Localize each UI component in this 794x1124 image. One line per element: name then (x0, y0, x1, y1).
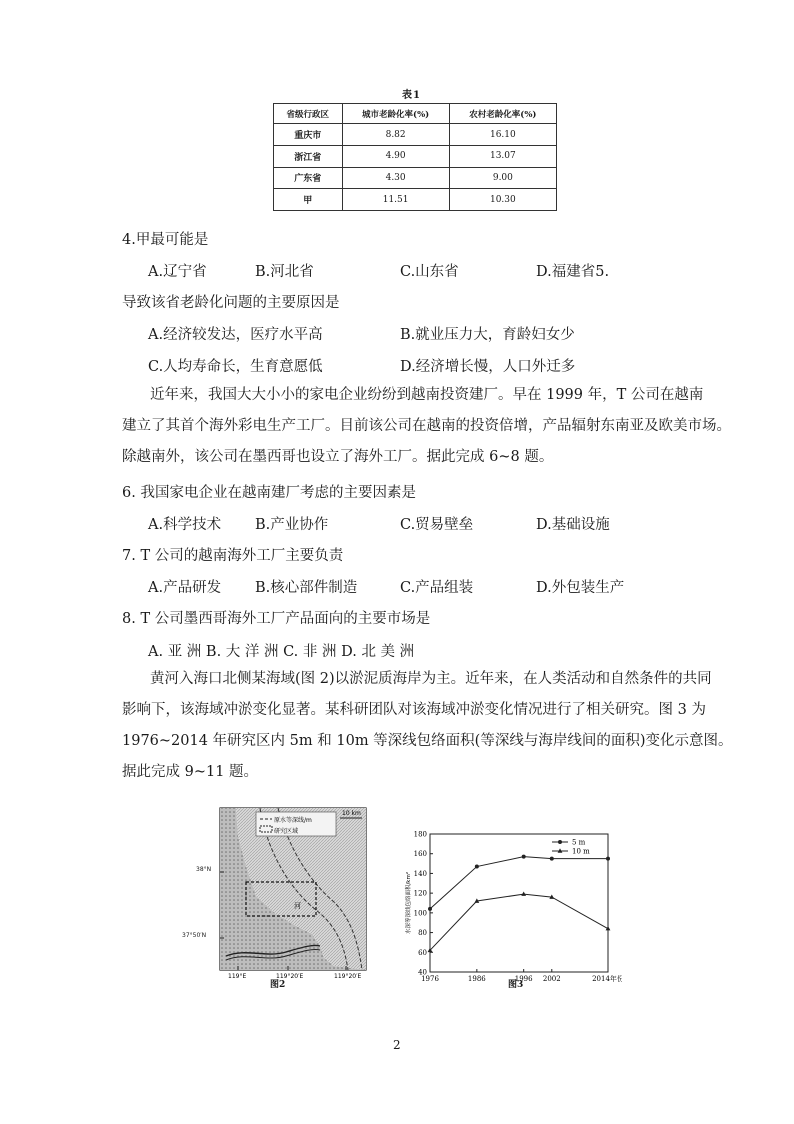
x-tick-label: 1986 (467, 975, 486, 983)
question-7-option-c: C.产品组装 (400, 580, 474, 596)
y-tick-label: 120 (413, 889, 427, 898)
lat-label: 37°50′N (182, 932, 207, 939)
table-row (274, 189, 557, 211)
lon-label: 119°20′E (276, 973, 304, 980)
table-header-cell: 城市老龄化率(%) (342, 104, 449, 124)
table-row (274, 167, 557, 189)
table-header-cell: 省级行政区 (274, 104, 343, 124)
lon-label: 119°E (228, 973, 247, 980)
table-cell: 4.30 (342, 167, 449, 189)
passage-line: 建立了其首个海外彩电生产工厂。目前该公司在越南的投资倍增，产品辐射东南亚及欧美市场。 (122, 418, 731, 434)
question-4-option-c: C.山东省 (400, 264, 459, 280)
question-5-stem: 导致该省老龄化问题的主要原因是 (122, 295, 340, 311)
scale-label: 10 km (342, 810, 361, 817)
question-8-options: A. 亚 洲 B. 大 洋 洲 C. 非 洲 D. 北 美 洲 (148, 644, 415, 660)
question-8-stem: 8. T 公司墨西哥海外工厂产品面向的主要市场是 (122, 611, 431, 627)
y-tick-label: 40 (418, 968, 427, 977)
passage-line: 1976~2014 年研究区内 5m 和 10m 等深线包络面积(等深线与海岸线间的面积)变化示意图。 (122, 733, 733, 749)
legend-label: 10 m (572, 847, 590, 856)
x-tick-label: 2014年份 (592, 975, 622, 983)
table-cell: 甲 (274, 189, 343, 211)
question-4-option-d: D.福建省5. (536, 264, 610, 280)
question-4-option-b: B.河北省 (255, 264, 314, 280)
x-tick-label: 1996 (514, 975, 533, 983)
table-cell: 10.30 (449, 189, 556, 211)
question-7-option-d: D.外包装生产 (536, 580, 625, 596)
table-row (274, 124, 557, 146)
table-row (274, 145, 557, 167)
question-4-option-a: A.辽宁省 (148, 264, 207, 280)
table-cell: 广东省 (274, 167, 343, 189)
y-tick-label: 140 (413, 869, 427, 878)
table-cell: 13.07 (449, 145, 556, 167)
question-5-option-c: C.人均寿命长，生育意愿低 (148, 359, 323, 375)
question-5-option-d: D.经济增长慢，人口外迁多 (400, 359, 576, 375)
table-cell: 8.82 (342, 124, 449, 146)
figure-2-label: 图2 (270, 980, 286, 990)
question-7-stem: 7. T 公司的越南海外工厂主要负责 (122, 548, 344, 564)
y-tick-label: 160 (413, 850, 427, 859)
passage-2 (122, 664, 733, 788)
map-graphic (216, 806, 376, 986)
question-7-option-b: B.核心部件制造 (255, 580, 358, 596)
question-6-option-b: B.产业协作 (255, 517, 329, 533)
question-4-stem: 4.甲最可能是 (122, 232, 209, 248)
passage-1 (122, 380, 731, 473)
passage-line: 影响下，该海域冲淤变化显著。某科研团队对该海域冲淤变化情况进行了相关研究。图 3 为 (122, 702, 706, 718)
question-6-option-a: A.科学技术 (148, 517, 222, 533)
table-1 (273, 103, 557, 211)
question-5-option-b: B.就业压力大，育龄妇女少 (400, 327, 575, 343)
passage-line: 近年来，我国大大小小的家电企业纷纷到越南投资建厂。早在 1999 年，T 公司在越南 (150, 387, 704, 403)
figure-3-label: 图3 (508, 980, 524, 990)
table-header-cell: 农村老龄化率(%) (449, 104, 556, 124)
data-point (428, 907, 432, 911)
x-tick-label: 1976 (421, 975, 439, 983)
place-label: 河 (294, 902, 301, 910)
legend-label: 5 m (572, 838, 586, 847)
legend-marker (558, 840, 562, 844)
table-cell: 9.00 (449, 167, 556, 189)
x-tick-label: 2002 (542, 975, 561, 983)
chart-svg (402, 826, 622, 992)
table-cell: 4.90 (342, 145, 449, 167)
legend-isobath-label: 原水等深线/m (274, 817, 312, 824)
figure-3-chart (402, 826, 622, 992)
y-tick-label: 60 (418, 948, 427, 957)
figure-2-map (216, 806, 376, 986)
passage-line: 除越南外，该公司在墨西哥也设立了海外工厂。据此完成 6~8 题。 (122, 449, 554, 465)
y-tick-label: 80 (418, 929, 427, 938)
question-5-option-a: A.经济较发达，医疗水平高 (148, 327, 323, 343)
table-cell: 11.51 (342, 189, 449, 211)
data-point (475, 865, 479, 869)
table-cell: 重庆市 (274, 124, 343, 146)
passage-line: 据此完成 9~11 题。 (122, 764, 259, 780)
table-cell: 浙江省 (274, 145, 343, 167)
series-line-5m (430, 857, 608, 909)
y-tick-label: 180 (413, 830, 427, 839)
y-tick-label: 100 (413, 909, 427, 918)
table-caption: 表1 (402, 90, 421, 101)
y-axis-label: 水深等深线包络面积/km² (406, 871, 412, 935)
lat-label: 38°N (196, 866, 212, 873)
data-point (522, 855, 526, 859)
question-6-option-d: D.基础设施 (536, 517, 610, 533)
question-6-stem: 6. 我国家电企业在越南建厂考虑的主要因素是 (122, 485, 416, 501)
series-line-10m (430, 894, 608, 950)
table-cell: 16.10 (449, 124, 556, 146)
legend-study-area-label: 研究区域 (274, 828, 299, 835)
question-7-option-a: A.产品研发 (148, 580, 222, 596)
question-6-option-c: C.贸易壁垒 (400, 517, 474, 533)
page-number: 2 (393, 1038, 401, 1052)
data-point (550, 857, 554, 861)
passage-line: 黄河入海口北侧某海域(图 2)以淤泥质海岸为主。近年来，在人类活动和自然条件的共同 (150, 671, 712, 687)
lon-label: 119°20′E (334, 973, 362, 980)
data-point (521, 892, 526, 896)
data-point (606, 857, 610, 861)
table-header-row (274, 104, 557, 124)
